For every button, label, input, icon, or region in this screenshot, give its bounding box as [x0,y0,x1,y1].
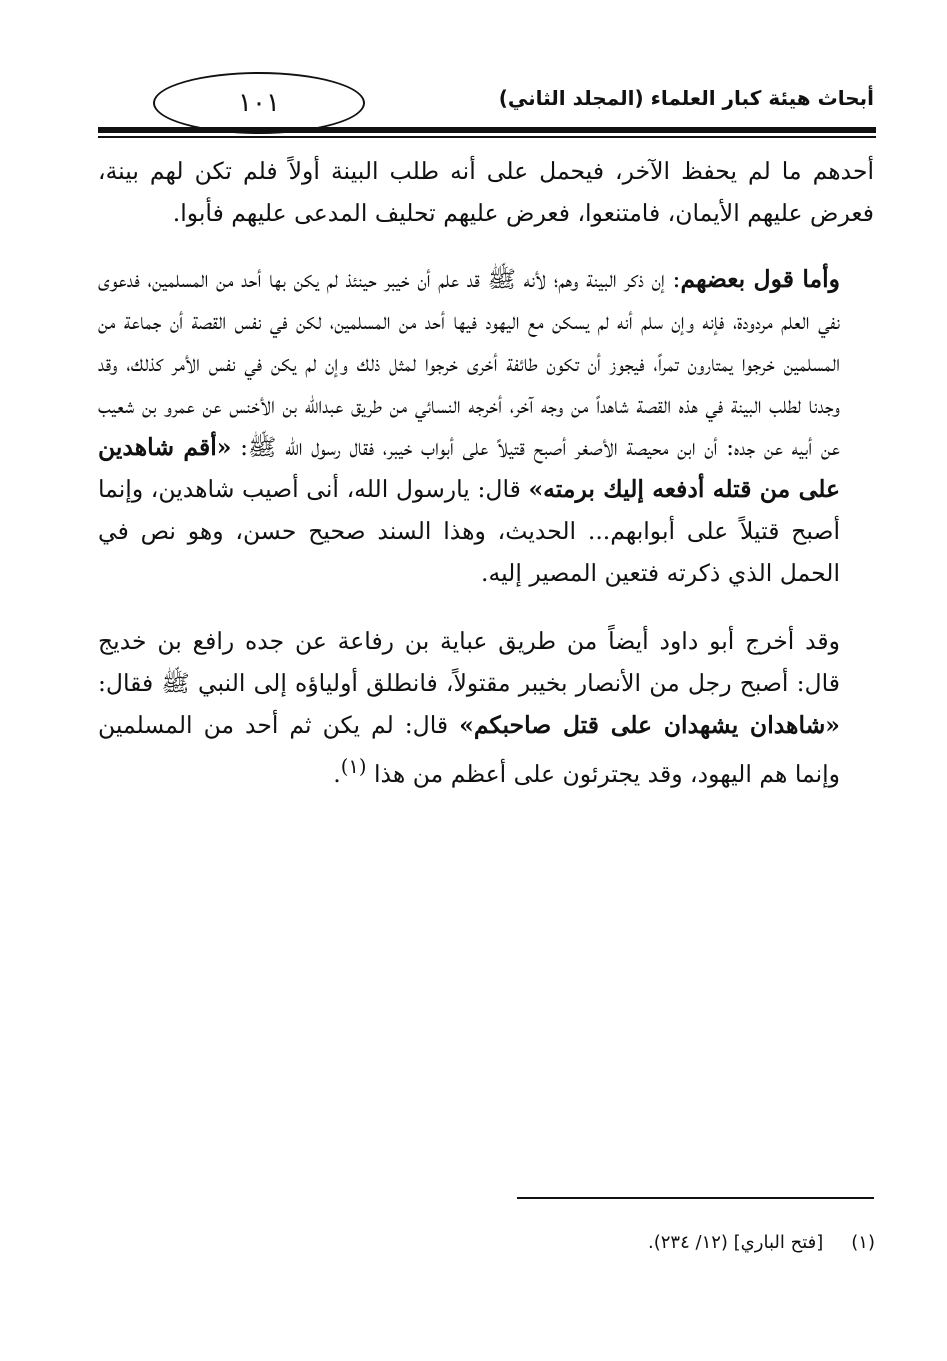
paragraph-2 [98,258,874,594]
page-number-oval [153,72,365,134]
paragraph-text: قال: يارسول الله، أنى أصيب شاهدين، وإنما أصبح قتيلاً على أبوابهم... الحديث، وهذا السند صحيح حسن، وهو نص في الحمل الذي ذكرته فتعين المصير إليه. [98,475,840,587]
paragraph-text: : إن ذكر البينة وهم؛ لأنه ﷺ قد علم أن خيبر حينئذ لم يكن بها أحد من المسلمين، فدعوى نفي العلم مردودة، فإنه وإن سلم أنه لم يسكن مع اليهود فيها أحد من المسلمين، لكن في نفس القصة أن جماعة من المسلمين خرجوا يمتارون تمراً، فيجوز أن تكون طائفة أخرى خرجوا لمثل ذلك وإن لم يكن في نفس الأمر كذلك، وقد وجدنا لطلب البينة في هذه القصة شاهداً من وجه آخر، أخرجه النسائي من طريق عبدالله بن الأخنس عن عمرو بن شعيب عن أبيه عن جده: أن ابن محيصة الأصغر أصبح قتيلاً على أبواب خيبر، فقال رسول الله ﷺ: [98,265,840,461]
footnote-text: [فتح الباري] (١٢/ ٢٣٤). [648,1232,824,1253]
footnote-number: (١) [851,1232,875,1253]
paragraph-text: . [333,759,341,788]
paragraph-text: قال: لم يكن ثم أحد من المسلمين وإنما هم اليهود، وقد يجترئون على أعظم من هذا [98,711,840,788]
page-number: ١٠١ [238,88,280,118]
paragraph-1 [98,150,874,234]
hadith-quote: «أقم شاهدين على من قتله أدفعه إليك برمته» [98,433,840,503]
hadith-quote: «شاهدان يشهدان على قتل صاحبكم» [459,711,840,739]
page-header [98,70,876,140]
paragraph-text: أحدهم ما لم يحفظ الآخر، فيحمل على أنه طلب البينة أولاً فلم تكن لهم بينة، فعرض عليهم الأيمان، فامتنعوا، فعرض عليهم تحليف المدعى عليهم فأبوا. [98,157,874,227]
paragraph-text: وقد أخرج أبو داود أيضاً من طريق عباية بن رفاعة عن جده رافع بن خديج قال: أصبح رجل من الأنصار بخيبر مقتولاً، فانطلق أولياؤه إلى النبي ﷺ فقال: [98,627,840,697]
body-text [98,150,874,795]
footnote [648,1232,875,1253]
footnote-marker: (١) [340,755,367,778]
book-title: أبحاث هيئة كبار العلماء (المجلد الثاني) [498,86,874,110]
bold-lead-phrase: وأما قول بعضهم [680,265,840,293]
footnote-separator [517,1197,874,1199]
header-rule-thin [98,136,876,138]
paragraph-3 [98,620,874,795]
header-rule-thick [98,127,876,133]
